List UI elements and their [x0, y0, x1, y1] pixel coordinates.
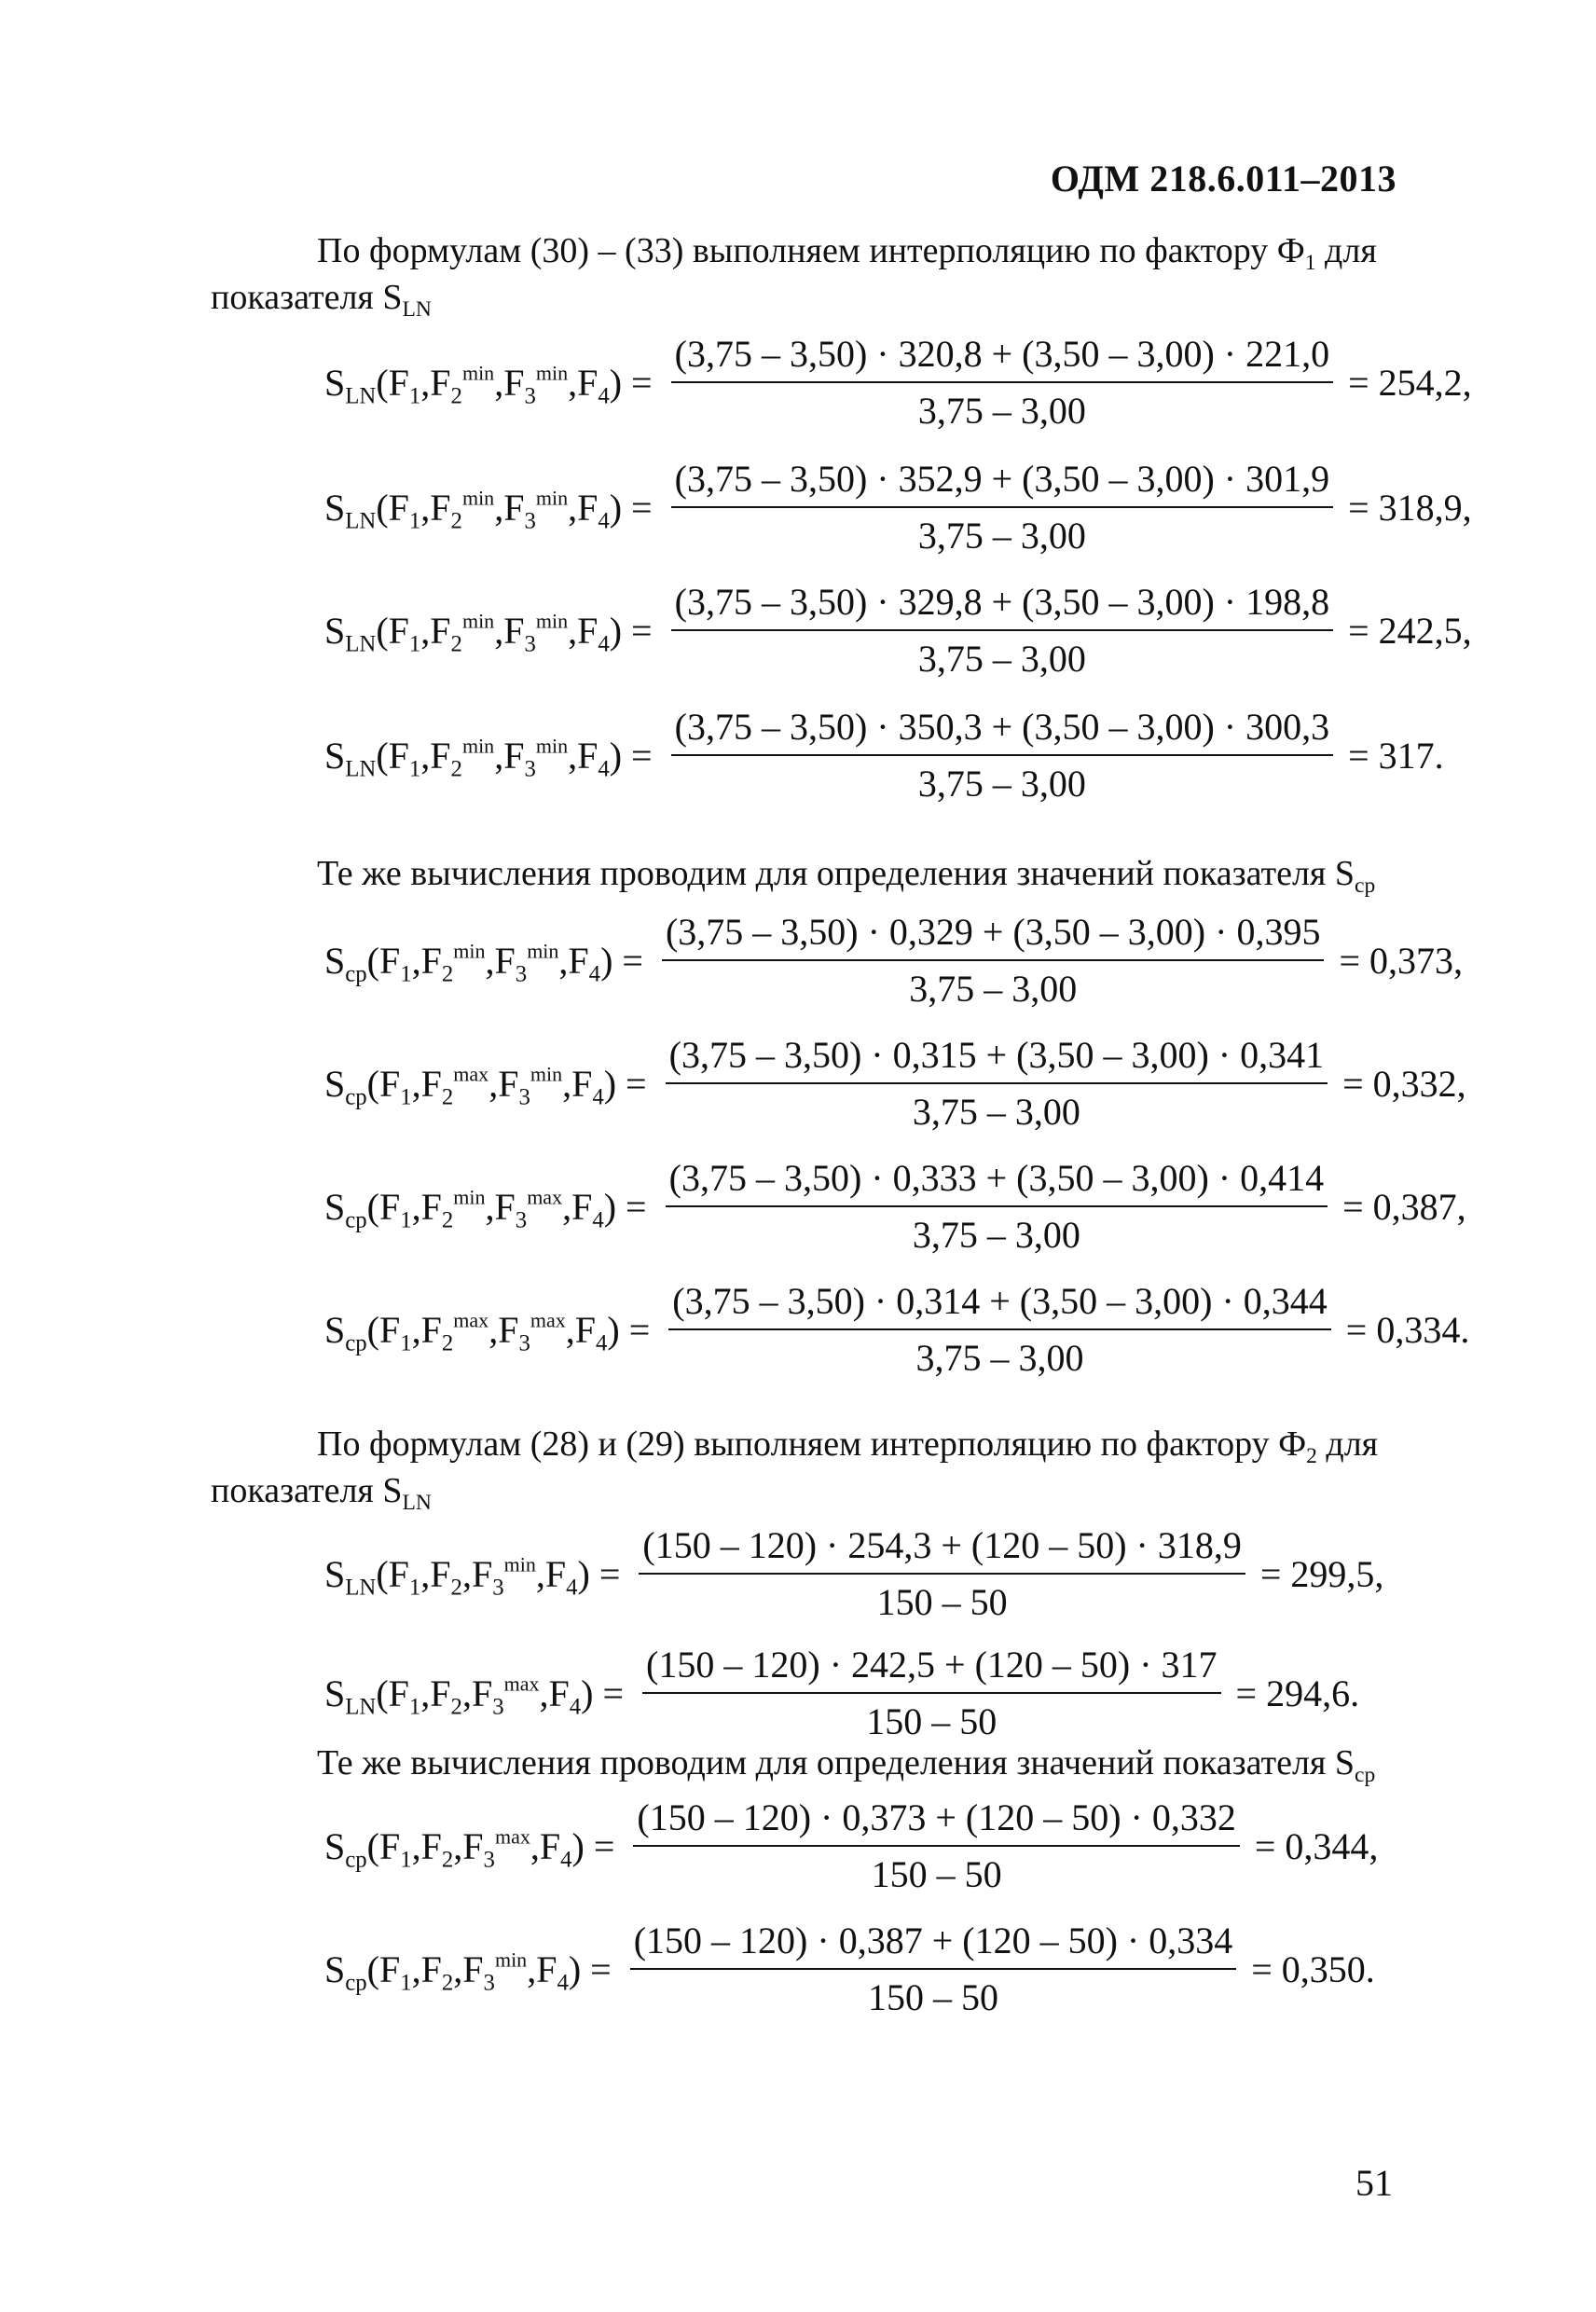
denominator: 3,75 – 3,00	[909, 968, 1078, 1010]
fraction	[666, 1156, 1328, 1257]
arg-subscript: 4	[569, 1694, 582, 1720]
equation-lhs	[324, 1062, 647, 1110]
arg-text: (F	[376, 1672, 409, 1714]
arg-subscript: 2	[441, 1084, 454, 1110]
fraction	[668, 1279, 1330, 1380]
arg-subscript: 2	[450, 508, 462, 534]
equation-11	[324, 1796, 1378, 1896]
arg-superscript: max	[494, 1824, 530, 1848]
equation-lhs	[324, 939, 643, 987]
equation-lhs	[324, 1947, 612, 1996]
arg-text: ,F	[420, 1672, 451, 1714]
arg-subscript: 3	[483, 1970, 495, 1996]
arg-text: ,F	[420, 734, 451, 777]
arg-text: ,F	[420, 1552, 451, 1595]
arg-text: ,F	[562, 1185, 593, 1228]
arg-subscript: 1	[400, 1330, 412, 1356]
arg-text: ,F	[411, 1185, 442, 1228]
fraction	[671, 705, 1333, 805]
arg-text: ,F	[453, 1824, 484, 1867]
denominator: 3,75 – 3,00	[917, 390, 1086, 432]
arg-subscript: 1	[400, 1970, 412, 1996]
arg-subscript: 3	[483, 1847, 495, 1873]
symbol: S	[324, 609, 346, 652]
numerator: (3,75 – 3,50) · 329,8 + (3,50 – 3,00) · 198,8	[671, 580, 1333, 631]
arg-superscript: min	[535, 734, 569, 757]
arg-superscript: max	[453, 1062, 489, 1085]
arg-text: (F	[376, 734, 409, 777]
arg-text: ,F	[485, 1185, 516, 1228]
arg-subscript: 4	[592, 1084, 604, 1110]
arg-subscript: 2	[441, 1207, 454, 1233]
equation-2	[324, 457, 1472, 557]
arg-subscript: 2	[450, 1575, 462, 1601]
numerator: (3,75 – 3,50) · 350,3 + (3,50 – 3,00) · 300,3	[671, 705, 1333, 756]
symbol: S	[324, 1185, 346, 1228]
equation-6	[324, 1033, 1466, 1134]
arg-text: (F	[366, 1308, 401, 1351]
paragraph-text: По формулам (28) и (29) выполняем интерполяцию по фактору Ф	[317, 1424, 1307, 1464]
arg-subscript: 3	[524, 756, 536, 782]
symbol-subscript: LN	[345, 508, 377, 534]
symbol-subscript: LN	[345, 1575, 377, 1601]
arg-superscript: min	[453, 939, 486, 962]
arg-text: ) =	[607, 1308, 651, 1351]
arg-superscript: min	[461, 734, 495, 757]
symbol-subscript: ср	[345, 961, 367, 987]
arg-text: ,F	[488, 1062, 519, 1105]
arg-text: ) =	[609, 486, 653, 529]
arg-text: ) =	[603, 1185, 647, 1228]
arg-subscript: 1	[400, 1084, 412, 1110]
denominator: 150 – 50	[876, 1581, 1008, 1623]
arg-subscript: 1	[408, 1575, 421, 1601]
arg-subscript: 2	[450, 1694, 462, 1720]
equation-lhs	[324, 1552, 621, 1601]
fraction	[671, 332, 1333, 433]
arg-superscript: max	[503, 1672, 540, 1695]
arg-text: ,F	[411, 1308, 442, 1351]
symbol-subscript: ср	[345, 1847, 367, 1873]
arg-text: (F	[366, 1185, 401, 1228]
arg-subscript: 2	[441, 1330, 454, 1356]
denominator: 3,75 – 3,00	[917, 638, 1086, 680]
equation-lhs	[324, 609, 653, 657]
arg-subscript: 3	[515, 961, 528, 987]
denominator: 3,75 – 3,00	[912, 1214, 1080, 1256]
arg-subscript: 2	[441, 1847, 454, 1873]
arg-text: ,F	[420, 486, 451, 529]
arg-text: ) =	[581, 1672, 625, 1714]
numerator: (3,75 – 3,50) · 0,329 + (3,50 – 3,00) · 0,395	[662, 910, 1324, 961]
equation-lhs	[324, 1672, 625, 1720]
arg-text: ,F	[535, 1552, 567, 1595]
arg-text: (F	[366, 1062, 401, 1105]
arg-superscript: min	[494, 1947, 528, 1971]
paragraph-intro-4	[317, 1740, 1375, 1786]
numerator: (3,75 – 3,50) · 352,9 + (3,50 – 3,00) · 301,9	[671, 457, 1333, 508]
equation-lhs	[324, 1308, 651, 1356]
fraction	[633, 1796, 1239, 1896]
equation-result: = 0,334.	[1345, 1308, 1470, 1351]
symbol-subscript: ср	[345, 1084, 367, 1110]
arg-text: ,F	[568, 486, 598, 529]
factor-subscript: 1	[1304, 251, 1316, 276]
arg-subscript: 2	[450, 383, 462, 409]
arg-text: (F	[366, 939, 401, 982]
equation-result: = 0,373,	[1339, 939, 1464, 982]
arg-subscript: 2	[441, 961, 454, 987]
arg-subscript: 4	[598, 756, 610, 782]
arg-subscript: 3	[524, 631, 536, 657]
arg-superscript: min	[530, 1062, 563, 1085]
symbol-subscript: ср	[345, 1970, 367, 1996]
arg-subscript: 4	[598, 508, 610, 534]
arg-text: (F	[376, 361, 409, 404]
numerator: (3,75 – 3,50) · 0,314 + (3,50 – 3,00) · 0,344	[668, 1279, 1330, 1330]
paragraph-text: для	[1315, 231, 1377, 270]
equation-lhs	[324, 361, 653, 409]
fraction	[671, 580, 1333, 681]
indicator-subscript: ср	[1355, 874, 1376, 899]
symbol: S	[324, 361, 346, 404]
arg-superscript: min	[503, 1552, 536, 1576]
arg-text: ,F	[461, 1552, 493, 1595]
equation-3	[324, 580, 1472, 681]
arg-text: ,F	[568, 734, 598, 777]
page-number: 51	[1355, 2162, 1393, 2204]
arg-text: (F	[376, 609, 409, 652]
arg-subscript: 1	[400, 1847, 412, 1873]
arg-subscript: 1	[400, 961, 412, 987]
equation-result: = 294,6.	[1235, 1672, 1360, 1714]
equation-result: = 0,350.	[1251, 1947, 1375, 1990]
arg-text: (F	[366, 1824, 401, 1867]
fraction	[639, 1523, 1245, 1624]
arg-subscript: 3	[524, 383, 536, 409]
arg-text: ,F	[562, 1062, 593, 1105]
symbol-subscript: ср	[345, 1207, 367, 1233]
arg-text: ,F	[420, 609, 451, 652]
paragraph-text: показателя S	[211, 278, 403, 317]
equation-9	[324, 1523, 1383, 1624]
arg-subscript: 4	[566, 1575, 578, 1601]
equation-result: = 299,5,	[1259, 1552, 1384, 1595]
indicator-subscript: LN	[402, 297, 432, 323]
numerator: (3,75 – 3,50) · 320,8 + (3,50 – 3,00) · 221,0	[671, 332, 1333, 383]
arg-text: ,F	[565, 1308, 596, 1351]
paragraph-intro-2	[317, 850, 1375, 897]
arg-superscript: max	[530, 1308, 566, 1331]
arg-superscript: min	[535, 609, 569, 632]
symbol-subscript: LN	[345, 756, 377, 782]
fraction	[662, 910, 1324, 1011]
denominator: 150 – 50	[866, 1700, 998, 1742]
symbol-subscript: ср	[345, 1330, 367, 1356]
equation-lhs	[324, 1185, 647, 1233]
arg-superscript: min	[527, 939, 559, 962]
equation-lhs	[324, 734, 653, 782]
arg-subscript: 4	[598, 631, 610, 657]
symbol: S	[324, 1552, 346, 1595]
numerator: (3,75 – 3,50) · 0,333 + (3,50 – 3,00) · 0,414	[666, 1156, 1328, 1207]
arg-subscript: 4	[560, 1847, 572, 1873]
symbol-subscript: LN	[345, 631, 377, 657]
arg-text: ,F	[488, 1308, 519, 1351]
symbol-subscript: LN	[345, 383, 377, 409]
arg-text: ) =	[571, 1824, 615, 1867]
equation-5	[324, 910, 1463, 1011]
arg-subscript: 1	[408, 1694, 421, 1720]
arg-subscript: 4	[588, 961, 601, 987]
denominator: 150 – 50	[871, 1853, 1002, 1895]
equation-result: = 318,9,	[1348, 486, 1472, 529]
arg-superscript: max	[453, 1308, 489, 1331]
arg-text: ,F	[494, 609, 525, 652]
arg-text: ) =	[609, 734, 653, 777]
symbol-subscript: LN	[345, 1694, 377, 1720]
arg-text: ,F	[461, 1672, 493, 1714]
equation-8	[324, 1279, 1469, 1380]
arg-subscript: 2	[450, 756, 462, 782]
symbol: S	[324, 1824, 346, 1867]
equation-result: = 254,2,	[1348, 361, 1472, 404]
arg-text: ) =	[568, 1947, 612, 1990]
paragraph-text: Те же вычисления проводим для определения значений показателя S	[317, 1743, 1355, 1782]
arg-subscript: 3	[492, 1694, 504, 1720]
symbol: S	[324, 1062, 346, 1105]
equation-result: = 317.	[1348, 734, 1444, 777]
arg-subscript: 1	[408, 383, 421, 409]
paragraph-intro-1-line1	[317, 227, 1377, 274]
arg-superscript: min	[453, 1185, 486, 1208]
equation-lhs	[324, 1824, 615, 1873]
arg-subscript: 1	[408, 508, 421, 534]
document-code-header: ОДМ 218.6.011–2013	[1050, 158, 1396, 200]
equation-10	[324, 1643, 1359, 1743]
arg-text: ,F	[568, 609, 598, 652]
arg-superscript: min	[461, 361, 495, 384]
equation-result: = 0,332,	[1342, 1062, 1466, 1105]
denominator: 3,75 – 3,00	[915, 1337, 1084, 1379]
arg-subscript: 4	[598, 383, 610, 409]
numerator: (150 – 120) · 0,373 + (120 – 50) · 0,332	[633, 1796, 1239, 1847]
paragraph-intro-3-line1	[317, 1421, 1378, 1467]
arg-subscript: 3	[515, 1207, 528, 1233]
arg-subscript: 2	[441, 1970, 454, 1996]
factor-subscript: 2	[1306, 1444, 1317, 1469]
arg-superscript: min	[535, 486, 569, 509]
numerator: (3,75 – 3,50) · 0,315 + (3,50 – 3,00) · 0,341	[666, 1033, 1328, 1084]
numerator: (150 – 120) · 0,387 + (120 – 50) · 0,334	[630, 1919, 1236, 1970]
arg-subscript: 2	[450, 631, 462, 657]
denominator: 150 – 50	[867, 1976, 998, 2018]
indicator-subscript: LN	[402, 1491, 432, 1516]
fraction	[671, 457, 1333, 557]
paragraph-text: Те же вычисления проводим для определения значений показателя S	[317, 854, 1355, 893]
arg-text: ,F	[420, 361, 451, 404]
arg-text: ,F	[494, 734, 525, 777]
arg-text: (F	[376, 1552, 409, 1595]
equation-12	[324, 1919, 1375, 2019]
symbol: S	[324, 939, 346, 982]
arg-text: ,F	[527, 1947, 557, 1990]
numerator: (150 – 120) · 242,5 + (120 – 50) · 317	[642, 1643, 1220, 1694]
arg-text: ,F	[411, 1947, 442, 1990]
arg-text: (F	[376, 486, 409, 529]
arg-superscript: min	[461, 609, 495, 632]
arg-text: ,F	[494, 486, 525, 529]
fraction	[666, 1033, 1328, 1134]
arg-subscript: 3	[492, 1575, 504, 1601]
paragraph-text: показателя S	[211, 1471, 403, 1510]
fraction	[630, 1919, 1236, 2019]
equation-1	[324, 332, 1472, 433]
equation-result: = 0,344,	[1254, 1824, 1379, 1867]
equation-lhs	[324, 486, 653, 534]
arg-text: ) =	[609, 609, 653, 652]
equation-result: = 242,5,	[1348, 609, 1472, 652]
arg-subscript: 4	[595, 1330, 608, 1356]
numerator: (150 – 120) · 254,3 + (120 – 50) · 318,9	[639, 1523, 1245, 1575]
symbol: S	[324, 486, 346, 529]
equation-7	[324, 1156, 1466, 1257]
arg-subscript: 3	[518, 1084, 530, 1110]
denominator: 3,75 – 3,00	[917, 515, 1086, 557]
arg-text: ,F	[411, 1824, 442, 1867]
arg-text: ) =	[609, 361, 653, 404]
arg-text: (F	[366, 1947, 401, 1990]
arg-subscript: 1	[408, 631, 421, 657]
arg-subscript: 3	[524, 508, 536, 534]
symbol: S	[324, 734, 346, 777]
arg-text: ) =	[600, 939, 643, 982]
fraction	[642, 1643, 1220, 1743]
arg-text: ,F	[558, 939, 589, 982]
arg-subscript: 4	[592, 1207, 604, 1233]
arg-text: ,F	[530, 1824, 561, 1867]
arg-subscript: 4	[557, 1970, 569, 1996]
arg-text: ,F	[411, 939, 442, 982]
arg-text: ) =	[603, 1062, 647, 1105]
arg-subscript: 3	[518, 1330, 530, 1356]
paragraph-intro-3-line2	[211, 1467, 432, 1514]
symbol: S	[324, 1947, 346, 1990]
arg-text: ,F	[494, 361, 525, 404]
arg-superscript: max	[527, 1185, 563, 1208]
denominator: 3,75 – 3,00	[912, 1091, 1080, 1133]
arg-text: ,F	[411, 1062, 442, 1105]
equation-4	[324, 705, 1444, 805]
denominator: 3,75 – 3,00	[917, 763, 1086, 805]
arg-superscript: min	[461, 486, 495, 509]
symbol: S	[324, 1672, 346, 1714]
equation-result: = 0,387,	[1342, 1185, 1466, 1228]
paragraph-intro-1-line2	[211, 274, 432, 321]
arg-text: ) =	[577, 1552, 621, 1595]
arg-text: ,F	[568, 361, 598, 404]
arg-text: ,F	[453, 1947, 484, 1990]
paragraph-text: По формулам (30) – (33) выполняем интерполяцию по фактору Ф	[317, 231, 1305, 270]
paragraph-text: для	[1316, 1424, 1379, 1464]
symbol: S	[324, 1308, 346, 1351]
arg-subscript: 1	[408, 756, 421, 782]
arg-superscript: min	[535, 361, 569, 384]
arg-text: ,F	[539, 1672, 570, 1714]
indicator-subscript: ср	[1355, 1763, 1376, 1788]
arg-text: ,F	[485, 939, 516, 982]
arg-subscript: 1	[400, 1207, 412, 1233]
